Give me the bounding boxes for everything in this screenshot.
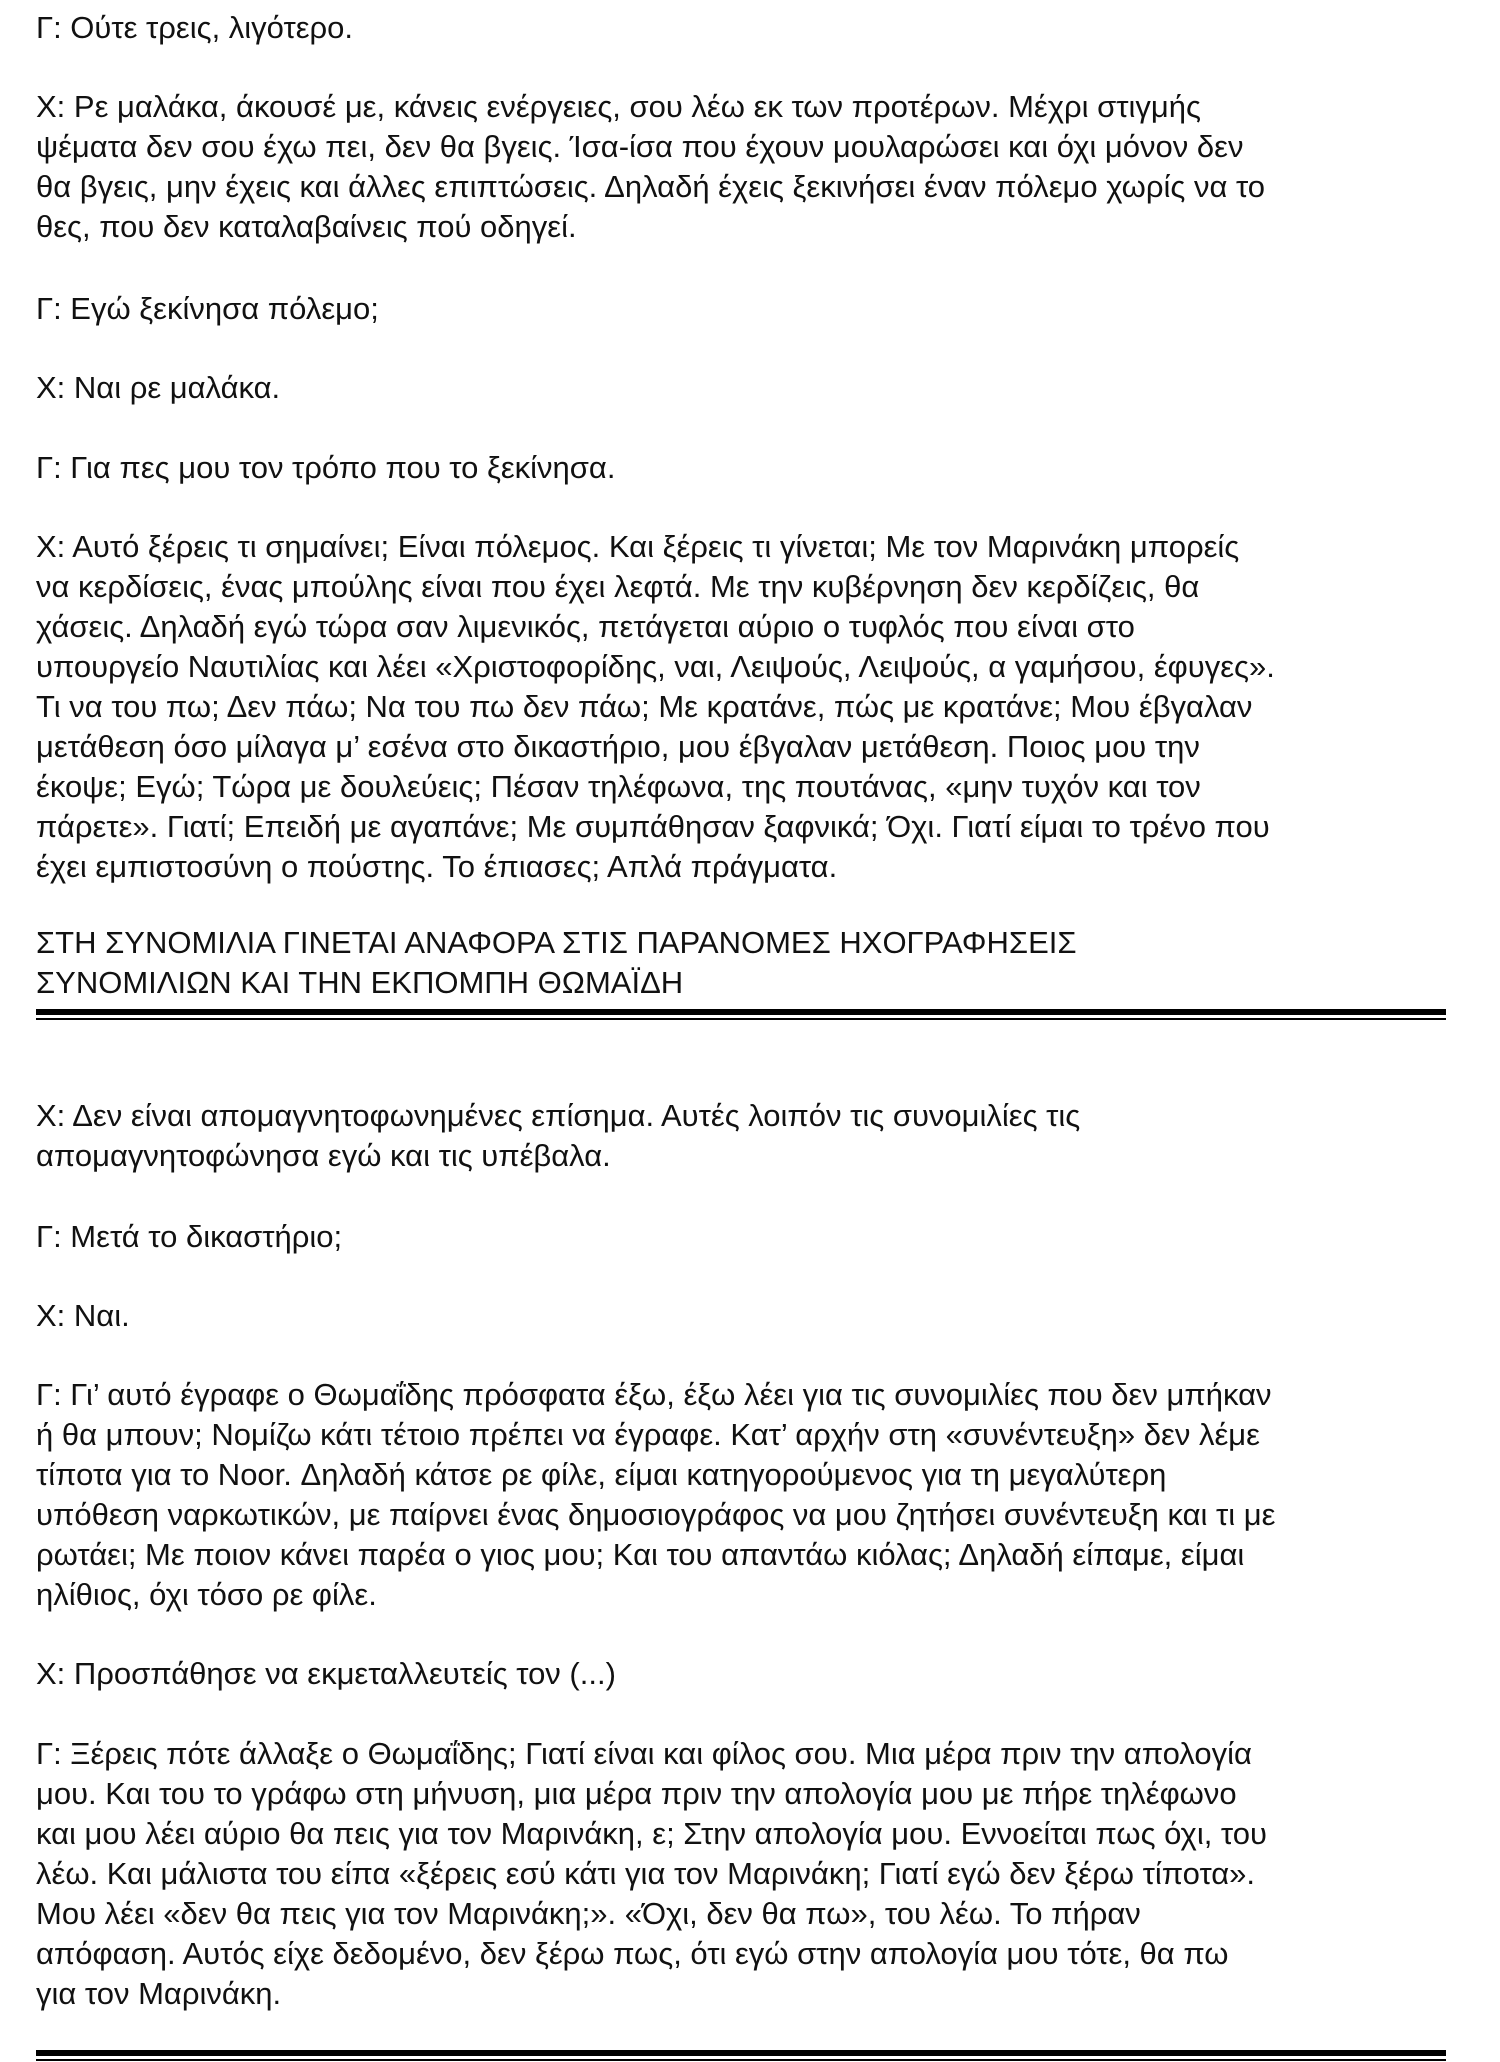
section-divider xyxy=(36,2050,1446,2061)
text-line: λέω. Και μάλιστα του είπα «ξέρεις εσύ κάτι για τον Μαρινάκη; Γιατί εγώ δεν ξέρω τίποτα». xyxy=(36,1856,1256,1891)
text-line: απομαγνητοφώνησα εγώ και τις υπέβαλα. xyxy=(36,1138,611,1173)
text-line: για τον Μαρινάκη. xyxy=(36,1976,282,2011)
heading-line: ΣΥΝΟΜΙΛΙΩΝ ΚΑΙ ΤΗΝ ΕΚΠΟΜΠΗ ΘΩΜΑΪΔΗ xyxy=(36,965,684,1000)
text-line: Γ: Μετά το δικαστήριο; xyxy=(36,1219,343,1254)
dialogue-paragraph xyxy=(36,8,1446,48)
text-line: Χ: Ναι. xyxy=(36,1298,130,1333)
text-line: μου. Και του το γράφω στη μήνυση, μια μέρα πριν την απολογία μου με πήρε τηλέφωνο xyxy=(36,1776,1237,1811)
text-line: Χ: Προσπάθησε να εκμεταλλευτείς τον (...) xyxy=(36,1656,616,1691)
text-line: Χ: Ναι ρε μαλάκα. xyxy=(36,370,281,405)
section-heading xyxy=(36,923,1446,1003)
dialogue-paragraph xyxy=(36,448,1446,488)
text-line: έχει εμπιστοσύνη ο πούστης. Το έπιασες; Απλά πράγματα. xyxy=(36,849,838,884)
text-line: τίποτα για το Noor. Δηλαδή κάτσε ρε φίλε, είμαι κατηγορούμενος για τη μεγαλύτερη xyxy=(36,1457,1167,1492)
dialogue-paragraph xyxy=(36,1375,1446,1615)
dialogue-paragraph xyxy=(36,1734,1446,2014)
dialogue-paragraph xyxy=(36,289,1446,329)
text-line: υπουργείο Ναυτιλίας και λέει «Χριστοφορίδης, ναι, Λειψούς, Λειψούς, α γαμήσου, έφυγες». xyxy=(36,649,1275,684)
text-line: και μου λέει αύριο θα πεις για τον Μαρινάκη, ε; Στην απολογία μου. Εννοείται πως όχι, του xyxy=(36,1816,1267,1851)
text-line: Χ: Δεν είναι απομαγνητοφωνημένες επίσημα. Αυτές λοιπόν τις συνομιλίες τις xyxy=(36,1098,1081,1133)
text-line: θες, που δεν καταλαβαίνεις πού οδηγεί. xyxy=(36,209,577,244)
text-line: ή θα μπουν; Νομίζω κάτι τέτοιο πρέπει να έγραφε. Κατ’ αρχήν στη «συνέντευξη» δεν λέμε xyxy=(36,1417,1260,1452)
heading-line: ΣΤΗ ΣΥΝΟΜΙΛΙΑ ΓΙΝΕΤΑΙ ΑΝΑΦΟΡΑ ΣΤΙΣ ΠΑΡΑΝΟΜΕΣ ΗΧΟΓΡΑΦΗΣΕΙΣ xyxy=(36,925,1077,960)
text-line: Γ: Ούτε τρεις, λιγότερο. xyxy=(36,10,354,45)
dialogue-paragraph xyxy=(36,1217,1446,1257)
text-line: να κερδίσεις, ένας μπούλης είναι που έχει λεφτά. Με την κυβέρνηση δεν κερδίζεις, θα xyxy=(36,569,1200,604)
dialogue-paragraph xyxy=(36,368,1446,408)
dialogue-paragraph xyxy=(36,87,1446,247)
text-line: ηλίθιος, όχι τόσο ρε φίλε. xyxy=(36,1577,377,1612)
text-line: ψέματα δεν σου έχω πει, δεν θα βγεις. Ίσα-ίσα που έχουν μουλαρώσει και όχι μόνον δεν xyxy=(36,129,1244,164)
text-line: έκοψε; Εγώ; Τώρα με δουλεύεις; Πέσαν τηλέφωνα, της πουτάνας, «μην τυχόν και τον xyxy=(36,769,1201,804)
text-line: Μου λέει «δεν θα πεις για τον Μαρινάκη;». «Όχι, δεν θα πω», του λέω. Το πήραν xyxy=(36,1896,1141,1931)
text-line: Γ: Ξέρεις πότε άλλαξε ο Θωμαΐδης; Γιατί είναι και φίλος σου. Μια μέρα πριν την απολογία xyxy=(36,1736,1252,1771)
text-line: Χ: Ρε μαλάκα, άκουσέ με, κάνεις ενέργειες, σου λέω εκ των προτέρων. Μέχρι στιγμής xyxy=(36,89,1201,124)
text-line: Γ: Εγώ ξεκίνησα πόλεμο; xyxy=(36,291,379,326)
text-line: Τι να του πω; Δεν πάω; Να του πω δεν πάω; Με κρατάνε, πώς με κρατάνε; Μου έβγαλαν xyxy=(36,689,1253,724)
dialogue-paragraph xyxy=(36,1296,1446,1336)
text-line: Γ: Για πες μου τον τρόπο που το ξεκίνησα. xyxy=(36,450,616,485)
dialogue-paragraph xyxy=(36,1096,1446,1176)
text-line: πάρετε». Γιατί; Επειδή με αγαπάνε; Με συμπάθησαν ξαφνικά; Όχι. Γιατί είμαι το τρένο που xyxy=(36,809,1270,844)
text-line: χάσεις. Δηλαδή εγώ τώρα σαν λιμενικός, πετάγεται αύριο ο τυφλός που είναι στο xyxy=(36,609,1135,644)
text-line: ρωτάει; Με ποιον κάνει παρέα ο γιος μου; Και του απαντάω κιόλας; Δηλαδή είπαμε, είμαι xyxy=(36,1537,1245,1572)
text-line: Γ: Γι’ αυτό έγραφε ο Θωμαΐδης πρόσφατα έξω, έξω λέει για τις συνομιλίες που δεν μπήκαν xyxy=(36,1377,1272,1412)
text-line: απόφαση. Αυτός είχε δεδομένο, δεν ξέρω πως, ότι εγώ στην απολογία μου τότε, θα πω xyxy=(36,1936,1229,1971)
dialogue-paragraph xyxy=(36,1654,1446,1694)
text-line: θα βγεις, μην έχεις και άλλες επιπτώσεις. Δηλαδή έχεις ξεκινήσει έναν πόλεμο χωρίς να το xyxy=(36,169,1266,204)
section-divider xyxy=(36,1009,1446,1020)
text-line: μετάθεση όσο μίλαγα μ’ εσένα στο δικαστήριο, μου έβγαλαν μετάθεση. Ποιος μου την xyxy=(36,729,1200,764)
text-line: Χ: Αυτό ξέρεις τι σημαίνει; Είναι πόλεμος. Και ξέρεις τι γίνεται; Με τον Μαρινάκη μπορείς xyxy=(36,529,1240,564)
dialogue-paragraph xyxy=(36,527,1446,887)
text-line: υπόθεση ναρκωτικών, με παίρνει ένας δημοσιογράφος να μου ζητήσει συνέντευξη και τι με xyxy=(36,1497,1276,1532)
